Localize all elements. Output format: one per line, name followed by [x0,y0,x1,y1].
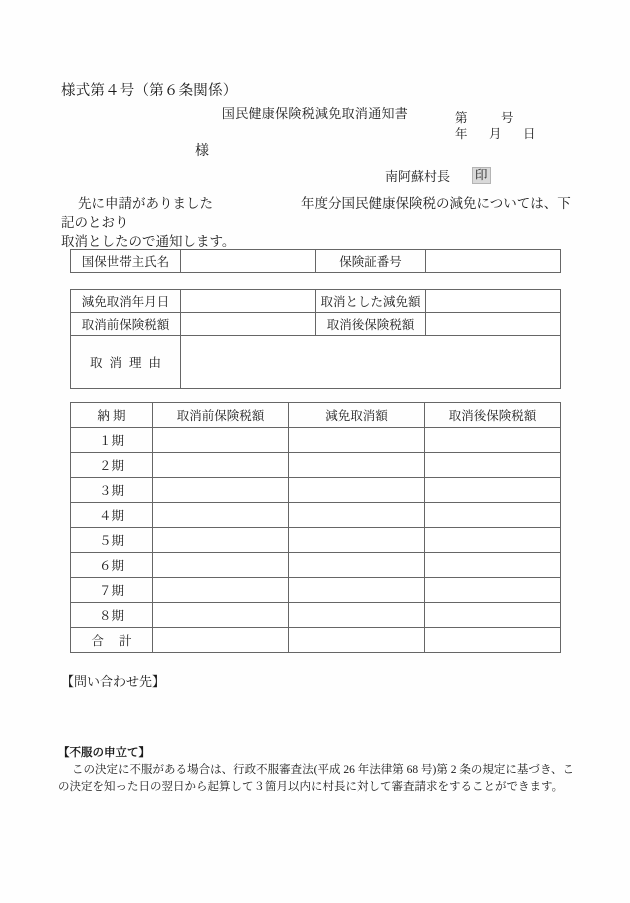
term-reduced-field[interactable] [289,503,425,528]
term-before-field[interactable] [153,428,289,453]
body-line2: 取消としたので通知します。 [61,234,236,249]
term-reduced-field[interactable] [289,428,425,453]
household-info-table [70,249,561,273]
body-line1-b: 年度分国民健康保険税の減免については、下記のとおり [61,196,571,230]
term-after-field[interactable] [425,603,561,628]
table-row [71,603,561,628]
issuer-line [385,166,491,185]
term-after-field[interactable] [425,428,561,453]
table-row [71,250,561,273]
tax-before-field[interactable] [181,313,316,336]
term-before-field[interactable] [153,503,289,528]
term-reduced-field[interactable] [289,603,425,628]
term-after-field[interactable] [425,503,561,528]
tax-before-label: 取消前保険税額 [71,313,181,336]
table-row [71,553,561,578]
term-before-field[interactable] [153,528,289,553]
seal-icon: 印 [472,167,491,184]
form-number: 様式第４号（第６条関係） [61,83,238,99]
table-row [71,453,561,478]
total-reduced-field[interactable] [289,628,425,653]
table-row [71,478,561,503]
total-label: 合 計 [71,628,153,653]
date-month-label: 月 [489,127,502,141]
table-row [71,503,561,528]
document-date-row [455,126,536,142]
insurance-number-field[interactable] [426,250,561,273]
table-row [71,578,561,603]
appeal-notice-text [58,762,574,795]
term-after-field[interactable] [425,478,561,503]
term-label: ７期 [71,578,153,603]
cancel-date-field[interactable] [181,290,316,313]
table-row [71,528,561,553]
term-before-field[interactable] [153,553,289,578]
column-header-before: 取消前保険税額 [153,403,289,428]
column-header-reduced: 減免取消額 [289,403,425,428]
term-before-field[interactable] [153,478,289,503]
appeal-notice-body: この決定に不服がある場合は、行政不服審査法(平成 26 年法律第 68 号)第 2 条の規定に基づき、この決定を知った日の翌日から起算して３箇月以内に村長に対して審査請求をすることができます。 [58,764,574,793]
term-label: ５期 [71,528,153,553]
term-reduced-field[interactable] [289,453,425,478]
cancel-date-label: 減免取消年月日 [71,290,181,313]
date-day-label: 日 [523,127,536,141]
term-reduced-field[interactable] [289,528,425,553]
term-label: ８期 [71,603,153,628]
column-header-after: 取消後保険税額 [425,403,561,428]
total-after-field[interactable] [425,628,561,653]
appeal-heading: 【不服の申立て】 [58,747,150,759]
term-after-field[interactable] [425,528,561,553]
table-row [71,428,561,453]
document-number-row [455,110,536,126]
cancel-reason-field[interactable] [181,336,561,389]
table-total-row [71,628,561,653]
term-label: ６期 [71,553,153,578]
term-reduced-field[interactable] [289,553,425,578]
term-label: ３期 [71,478,153,503]
cancelled-reduction-label: 取消とした減免額 [316,290,426,313]
term-reduced-field[interactable] [289,478,425,503]
table-row [71,290,561,313]
term-before-field[interactable] [153,603,289,628]
column-header-term: 納 期 [71,403,153,428]
document-title: 国民健康保険税減免取消通知書 [221,106,409,121]
document-number-date-block [455,110,536,142]
cancelled-reduction-field[interactable] [426,290,561,313]
installment-schedule-table [70,402,561,653]
tax-after-field[interactable] [426,313,561,336]
term-label: １期 [71,428,153,453]
term-after-field[interactable] [425,453,561,478]
recipient-honorific: 様 [195,144,209,159]
table-row [71,313,561,336]
body-paragraph [61,194,571,251]
date-year-label: 年 [455,127,468,141]
household-name-label: 国保世帯主氏名 [71,250,181,273]
term-after-field[interactable] [425,578,561,603]
term-reduced-field[interactable] [289,578,425,603]
term-after-field[interactable] [425,553,561,578]
contact-heading: 【問い合わせ先】 [61,674,166,689]
issuer-name: 南阿蘇村長 [385,169,451,184]
document-number-label: 第 [455,111,468,125]
household-name-field[interactable] [181,250,316,273]
table-header-row [71,403,561,428]
insurance-number-label: 保険証番号 [316,250,426,273]
term-before-field[interactable] [153,578,289,603]
table-row [71,336,561,389]
term-before-field[interactable] [153,453,289,478]
body-line1-a: 先に申請がありました [78,196,213,211]
cancellation-detail-table [70,289,561,389]
tax-after-label: 取消後保険税額 [316,313,426,336]
cancel-reason-label: 取消理由 [71,336,181,389]
term-label: ２期 [71,453,153,478]
document-number-unit: 号 [501,111,514,125]
term-label: ４期 [71,503,153,528]
total-before-field[interactable] [153,628,289,653]
